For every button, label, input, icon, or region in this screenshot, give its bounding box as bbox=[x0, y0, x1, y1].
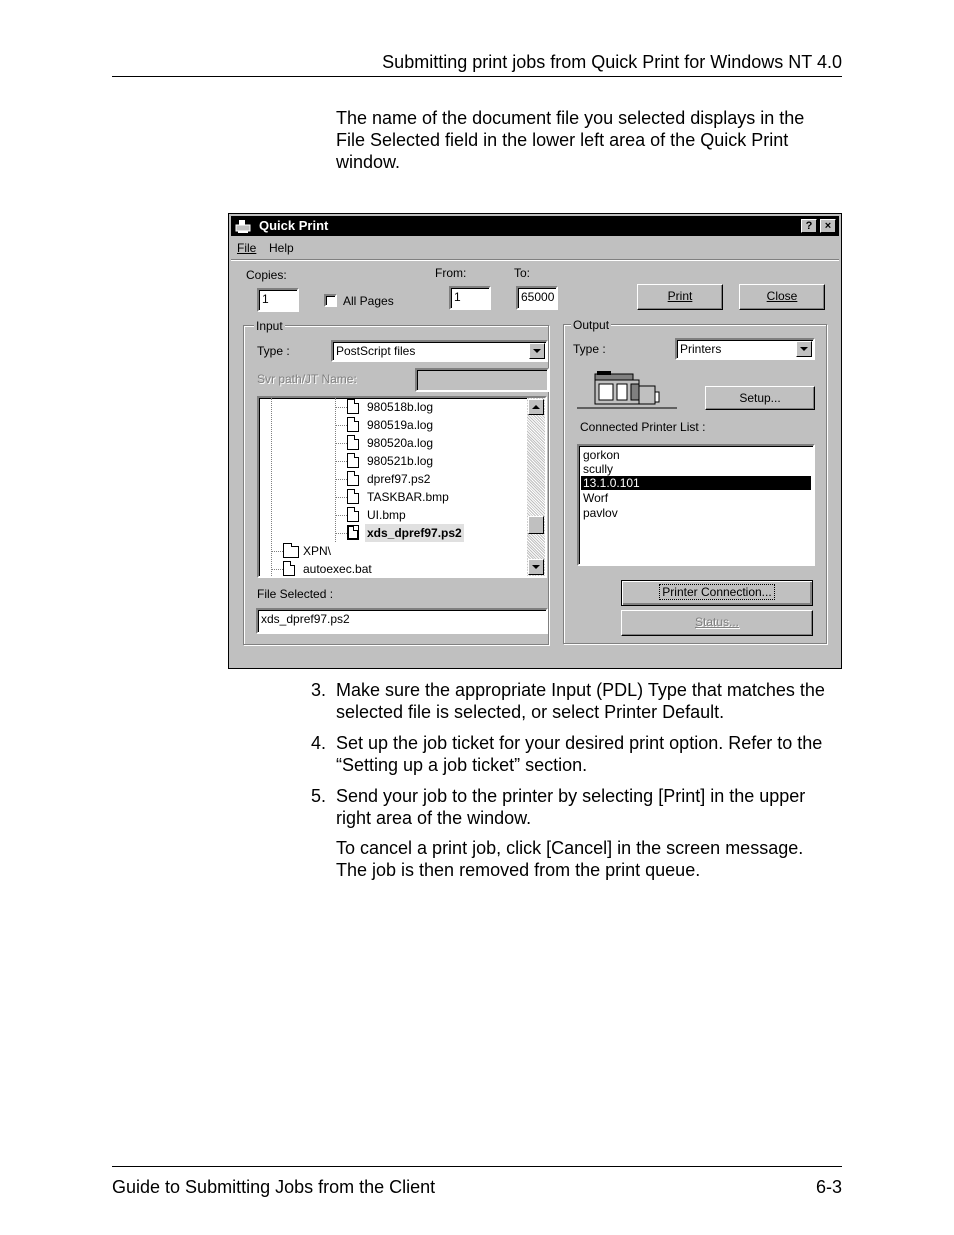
svr-path-input[interactable] bbox=[415, 368, 549, 392]
chevron-down-icon[interactable] bbox=[529, 343, 545, 359]
input-type-select[interactable] bbox=[331, 340, 548, 362]
help-title-button[interactable]: ? bbox=[801, 219, 817, 233]
connected-printer-list-label: Connected Printer List : bbox=[580, 420, 706, 434]
printer-connection-label: Printer Connection... bbox=[659, 584, 774, 600]
tree-scrollbar[interactable] bbox=[527, 398, 545, 576]
tree-line bbox=[335, 398, 336, 542]
close-button-label: Close bbox=[766, 289, 798, 303]
output-type-select[interactable] bbox=[675, 338, 815, 360]
tree-item-label: UI.bmp bbox=[367, 508, 406, 522]
print-button-label: Print bbox=[667, 289, 693, 303]
production-printer-icon bbox=[577, 370, 677, 410]
scroll-up-icon[interactable] bbox=[528, 399, 544, 415]
folder-icon bbox=[283, 546, 299, 558]
file-tree bbox=[257, 396, 547, 578]
document-icon bbox=[347, 489, 359, 504]
step-text: Make sure the appropriate Input (PDL) Type that matches the selected file is selected, or select Printer Default. bbox=[336, 680, 825, 722]
printer-list-item[interactable]: scully bbox=[583, 462, 614, 476]
intro-paragraph: The name of the document file you selected displays in the File Selected field in the lower left area of the Quick Print window. bbox=[336, 108, 805, 172]
document-icon bbox=[347, 399, 359, 414]
tree-item-label: 980521b.log bbox=[367, 454, 434, 468]
tree-item-label: 980520a.log bbox=[367, 436, 434, 450]
tree-item-label: 980519a.log bbox=[367, 418, 434, 432]
running-header: Submitting print jobs from Quick Print for Windows NT 4.0 bbox=[382, 52, 842, 72]
window-title: Quick Print bbox=[259, 218, 329, 233]
scroll-down-icon[interactable] bbox=[528, 559, 544, 575]
footer-rule bbox=[112, 1166, 842, 1167]
file-selected-label: File Selected : bbox=[257, 587, 334, 601]
document-icon bbox=[347, 507, 359, 522]
output-type-label: Type : bbox=[573, 342, 606, 356]
step-number: 4. bbox=[311, 733, 327, 753]
file-selected-field[interactable]: xds_dpref97.ps2 bbox=[256, 608, 548, 634]
svr-path-label: Svr path/JT Name: bbox=[257, 372, 357, 386]
document-icon bbox=[347, 453, 359, 468]
quick-print-window bbox=[228, 213, 842, 669]
printer-list-item[interactable]: pavlov bbox=[583, 506, 618, 520]
input-type-label: Type : bbox=[257, 344, 290, 358]
menu-separator bbox=[231, 259, 839, 261]
document-icon bbox=[347, 435, 359, 450]
output-type-value: Printers bbox=[680, 342, 722, 356]
menu-file[interactable]: File bbox=[237, 241, 257, 255]
all-pages-checkbox[interactable] bbox=[324, 294, 337, 307]
all-pages-label: All Pages bbox=[343, 294, 394, 308]
footer-title: Guide to Submitting Jobs from the Client bbox=[112, 1177, 436, 1197]
printer-list-item[interactable]: Worf bbox=[583, 491, 609, 505]
to-input[interactable]: 65000 bbox=[516, 286, 558, 310]
printer-connection-button[interactable] bbox=[621, 580, 813, 606]
title-bar bbox=[231, 216, 839, 236]
tree-item-label: XPN\ bbox=[303, 544, 332, 558]
copies-input[interactable]: 1 bbox=[257, 288, 299, 312]
to-label: To: bbox=[514, 266, 531, 280]
step-text: Send your job to the printer by selecting [Print] in the upper right area of the window. bbox=[336, 786, 806, 828]
tree-item-label: dpref97.ps2 bbox=[367, 472, 431, 486]
menu-help[interactable]: Help bbox=[269, 241, 294, 255]
step-number: 5. bbox=[311, 786, 327, 806]
setup-button-label: Setup... bbox=[739, 391, 781, 405]
document-icon bbox=[347, 525, 359, 540]
cancel-note: To cancel a print job, click [Cancel] in the screen message. The job is then removed from the print queue. bbox=[336, 838, 804, 880]
tree-item-label: TASKBAR.bmp bbox=[367, 490, 449, 504]
document-icon bbox=[283, 561, 295, 576]
status-button[interactable] bbox=[621, 610, 813, 636]
printer-list-item[interactable]: gorkon bbox=[583, 448, 620, 462]
printer-list-item-selected[interactable]: 13.1.0.101 bbox=[581, 476, 811, 490]
menu-bar bbox=[231, 238, 839, 258]
close-button[interactable] bbox=[739, 284, 825, 310]
tree-item-label: autoexec.bat bbox=[303, 562, 372, 576]
step-text: Set up the job ticket for your desired print option. Refer to the “Setting up a job ticket” section. bbox=[336, 733, 823, 775]
printer-app-icon bbox=[235, 219, 251, 233]
printer-list[interactable] bbox=[577, 444, 815, 566]
document-icon bbox=[347, 471, 359, 486]
tree-item-label: xds_dpref97.ps2 bbox=[367, 526, 462, 540]
scroll-thumb[interactable] bbox=[528, 516, 544, 534]
input-group-label: Input bbox=[256, 319, 283, 333]
document-icon bbox=[347, 417, 359, 432]
copies-label: Copies: bbox=[246, 268, 287, 282]
header-rule bbox=[112, 76, 842, 77]
output-group-label: Output bbox=[573, 318, 610, 332]
from-label: From: bbox=[435, 266, 467, 280]
step-number: 3. bbox=[311, 680, 327, 700]
from-input[interactable]: 1 bbox=[449, 286, 491, 310]
print-button[interactable] bbox=[637, 284, 723, 310]
chevron-down-icon[interactable] bbox=[796, 341, 812, 357]
tree-line bbox=[271, 398, 272, 576]
page-number: 6-3 bbox=[815, 1177, 842, 1197]
status-button-label: Status... bbox=[694, 615, 740, 629]
input-type-value: PostScript files bbox=[336, 344, 416, 358]
close-title-button[interactable]: × bbox=[820, 219, 836, 233]
tree-item-label: 980518b.log bbox=[367, 400, 434, 414]
setup-button[interactable] bbox=[705, 386, 815, 410]
